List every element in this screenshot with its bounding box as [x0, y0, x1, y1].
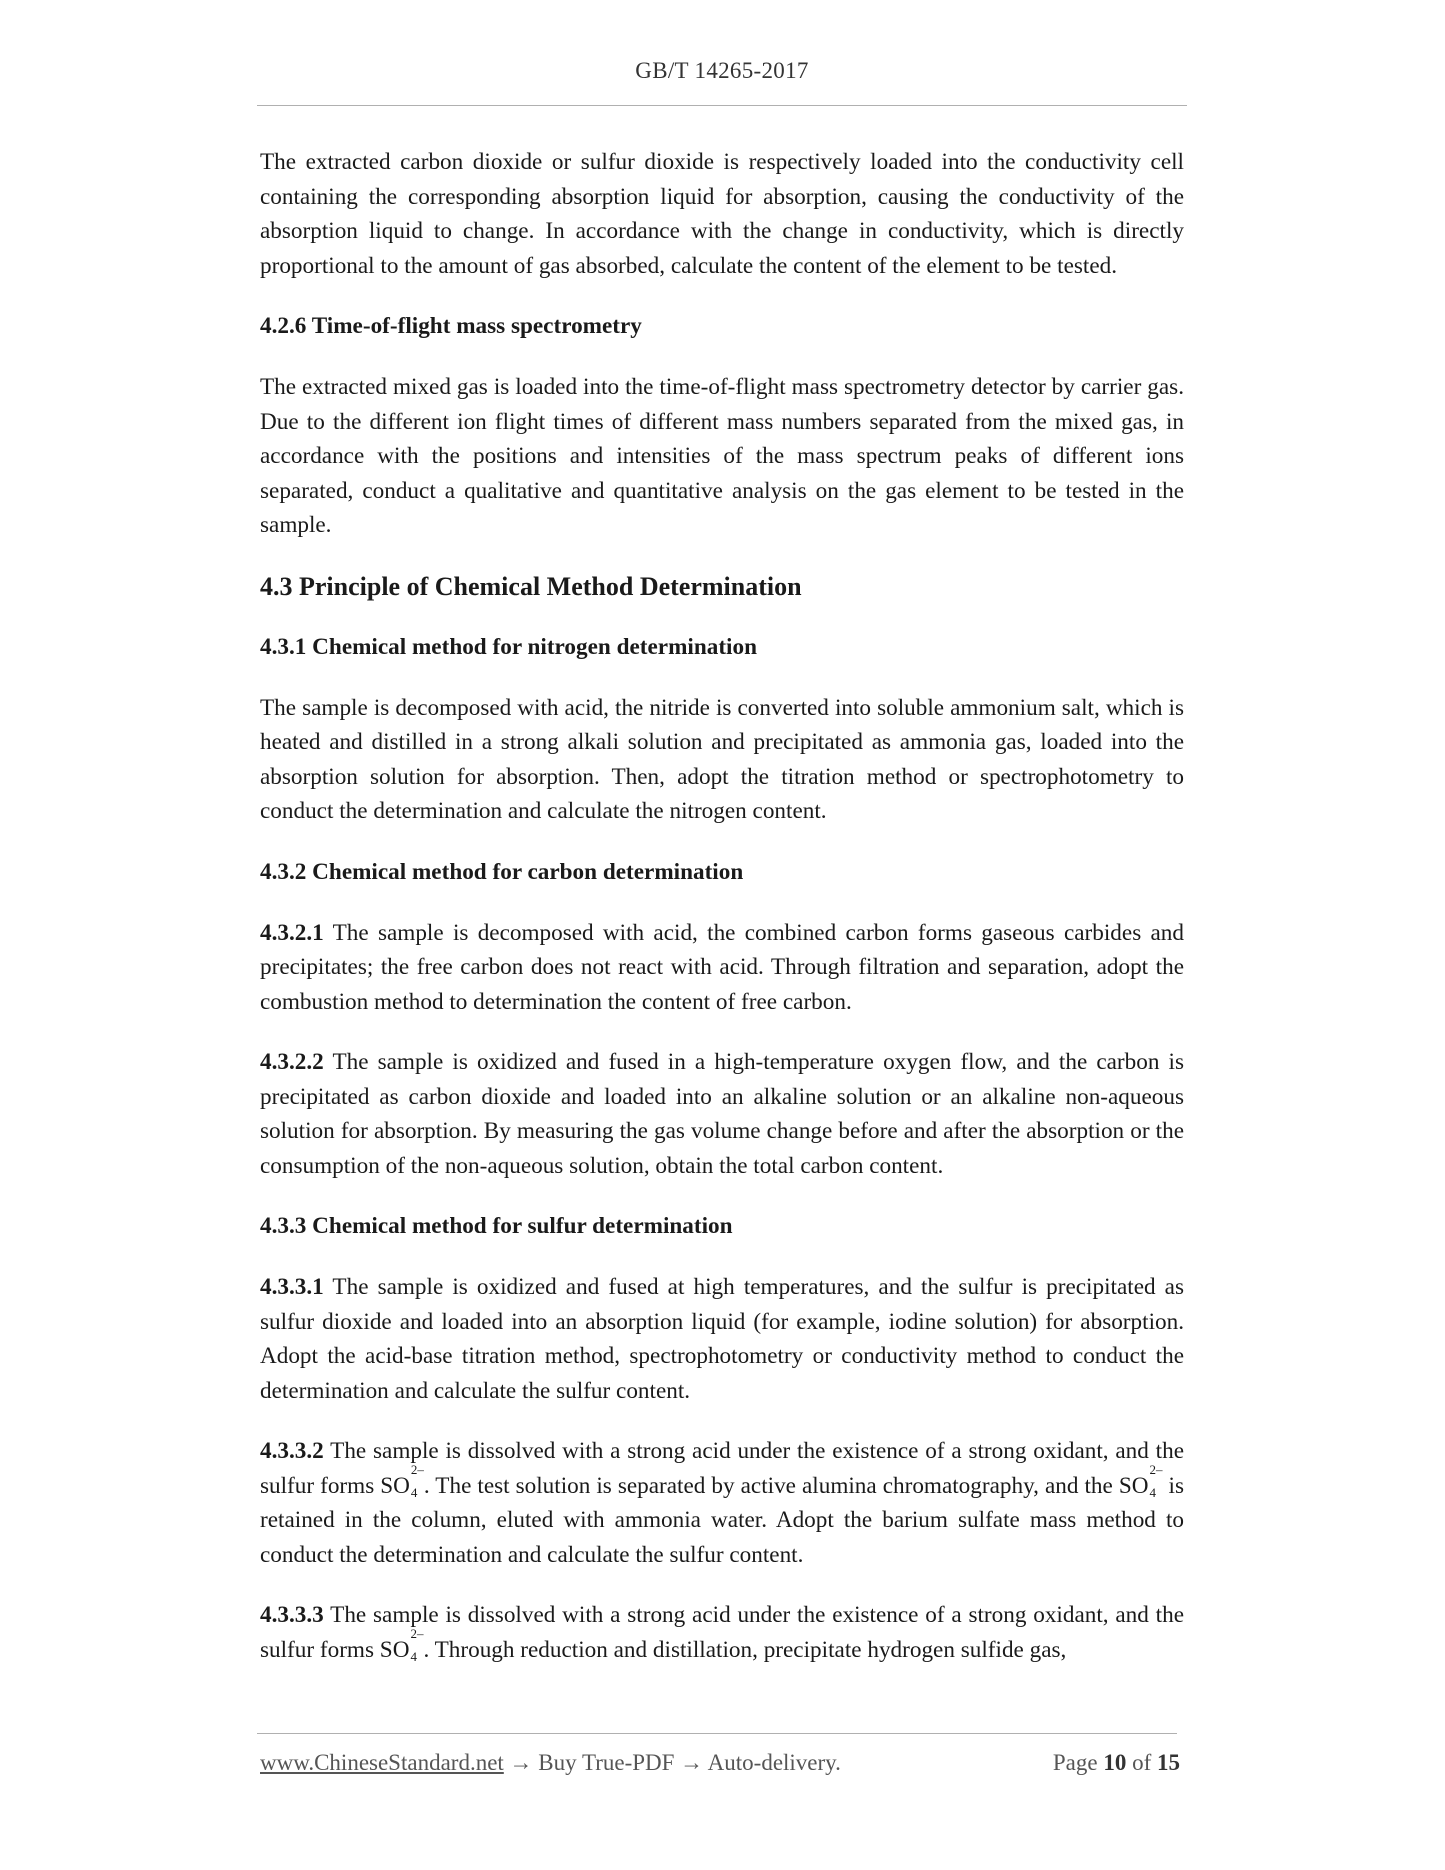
- clause-number: 4.3.2.1: [260, 919, 324, 946]
- paragraph-conductivity: The extracted carbon dioxide or sulfur dioxide is respectively loaded into the conductivity cell containing the corresponding absorption liquid for absorption, causing the conductivity of the absorption liquid to change. In accordance with the change in conductivity, which is directly proportional to the amount of gas absorbed, calculate the content of the element to be tested.: [260, 149, 1184, 279]
- paragraph-4-3-2-1: [260, 916, 1184, 1020]
- ion-base: SO: [379, 1636, 410, 1663]
- ion-base: SO: [1118, 1472, 1149, 1499]
- clause-number: 4.3.3.2: [260, 1438, 324, 1464]
- sulfate-ion: [380, 1462, 424, 1501]
- clause-text: The sample is oxidized and fused at high temperatures, and the sulfur is precipitated as sulfur dioxide and loaded into an absorption liquid (for example, iodine solution) for absorption. Adopt the acid-base titration method, spectrophotometry or conductivity method to conduct the determination and calculate the sulfur content.: [260, 1274, 1184, 1404]
- paragraph-4-3-3-1: [260, 1270, 1184, 1408]
- paragraph-4-2-6: The extracted mixed gas is loaded into the time-of-flight mass spectrometry detector by carrier gas. Due to the different ion flight times of different mass numbers separated from the mixed gas, in accordance with the positions and intensities of the mass spectrum peaks of different ions separated, conduct a qualitative and quantitative analysis on the gas element to be tested in the sample.: [260, 374, 1184, 538]
- page-current: 10: [1103, 1750, 1127, 1775]
- heading-4-3-3: 4.3.3 Chemical method for sulfur determination: [260, 1213, 733, 1239]
- document-body: [260, 145, 1184, 1693]
- heading-4-3-1: 4.3.1 Chemical method for nitrogen determination: [260, 633, 757, 660]
- footer-promo-text: → Buy True-PDF → Auto-delivery.: [503, 1750, 841, 1775]
- clause-text: The sample is oxidized and fused in a high-temperature oxygen flow, and the carbon is precipitated as carbon dioxide and loaded into an alkaline solution or an alkaline non-aqueous solution for absorption. By measuring the gas volume change before and after the absorption or the consumption of the non-aqueous solution, obtain the total carbon content.: [260, 1049, 1184, 1179]
- paragraph-4-3-3-2: [260, 1434, 1184, 1572]
- clause-text: is retained in the column, eluted with ammonia water. Adopt the barium sulfate mass method to conduct the determination and calculate the sulfur content.: [260, 1472, 1184, 1568]
- paragraph-4-3-3-3: [260, 1598, 1184, 1667]
- website-link[interactable]: www.ChineseStandard.net: [260, 1750, 504, 1775]
- ion-subscript: 4: [1149, 1485, 1156, 1501]
- of-label: of: [1132, 1750, 1152, 1775]
- paragraph-4-3-1: The sample is decomposed with acid, the nitride is converted into soluble ammonium salt, which is heated and distilled in a strong alkali solution and precipitated as ammonia gas, loaded into the absorption solution for absorption. Then, adopt the titration method or spectrophotometry to conduct the determination and calculate the nitrogen content.: [260, 694, 1184, 824]
- footer-promo: [260, 1750, 841, 1775]
- page-label: Page: [1052, 1750, 1098, 1775]
- clause-number: 4.3.3.1: [260, 1274, 324, 1300]
- page-number: [1053, 1750, 1180, 1776]
- ion-base: SO: [380, 1472, 410, 1499]
- heading-4-3: 4.3 Principle of Chemical Method Determination: [260, 571, 802, 601]
- header-divider: [257, 105, 1187, 106]
- ion-subscript: 4: [410, 1485, 418, 1501]
- clause-number: 4.3.3.3: [260, 1602, 324, 1628]
- clause-text: . The test solution is separated by active alumina chromatography, and the: [423, 1472, 1119, 1499]
- paragraph-4-3-2-2: [260, 1045, 1184, 1183]
- page-total: 15: [1157, 1750, 1180, 1775]
- ion-charge: 2–: [1149, 1462, 1163, 1478]
- ion-charge: 2–: [410, 1462, 424, 1478]
- heading-4-2-6: 4.2.6 Time-of-flight mass spectrometry: [260, 313, 642, 339]
- heading-4-3-2: 4.3.2 Chemical method for carbon determination: [260, 858, 744, 885]
- running-header: GB/T 14265-2017: [635, 58, 809, 83]
- clause-number: 4.3.2.2: [260, 1049, 324, 1075]
- clause-text: . Through reduction and distillation, precipitate hydrogen sulfide gas,: [423, 1636, 1067, 1663]
- footer-divider: [257, 1733, 1177, 1734]
- clause-text: The sample is dissolved with a strong acid under the existence of a strong oxidant, and the sulfur forms: [260, 1438, 1184, 1499]
- ion-subscript: 4: [410, 1649, 417, 1665]
- clause-text: The sample is dissolved with a strong acid under the existence of a strong oxidant, and the sulfur forms: [260, 1602, 1184, 1663]
- sulfate-ion: [379, 1626, 424, 1665]
- ion-charge: 2–: [410, 1626, 424, 1642]
- clause-text: The sample is decomposed with acid, the combined carbon forms gaseous carbides and precipitates; the free carbon does not react with acid. Through filtration and separation, adopt the combustion method to determination the content of free carbon.: [260, 919, 1184, 1015]
- page-footer: [260, 1750, 1180, 1776]
- sulfate-ion: [1118, 1462, 1163, 1501]
